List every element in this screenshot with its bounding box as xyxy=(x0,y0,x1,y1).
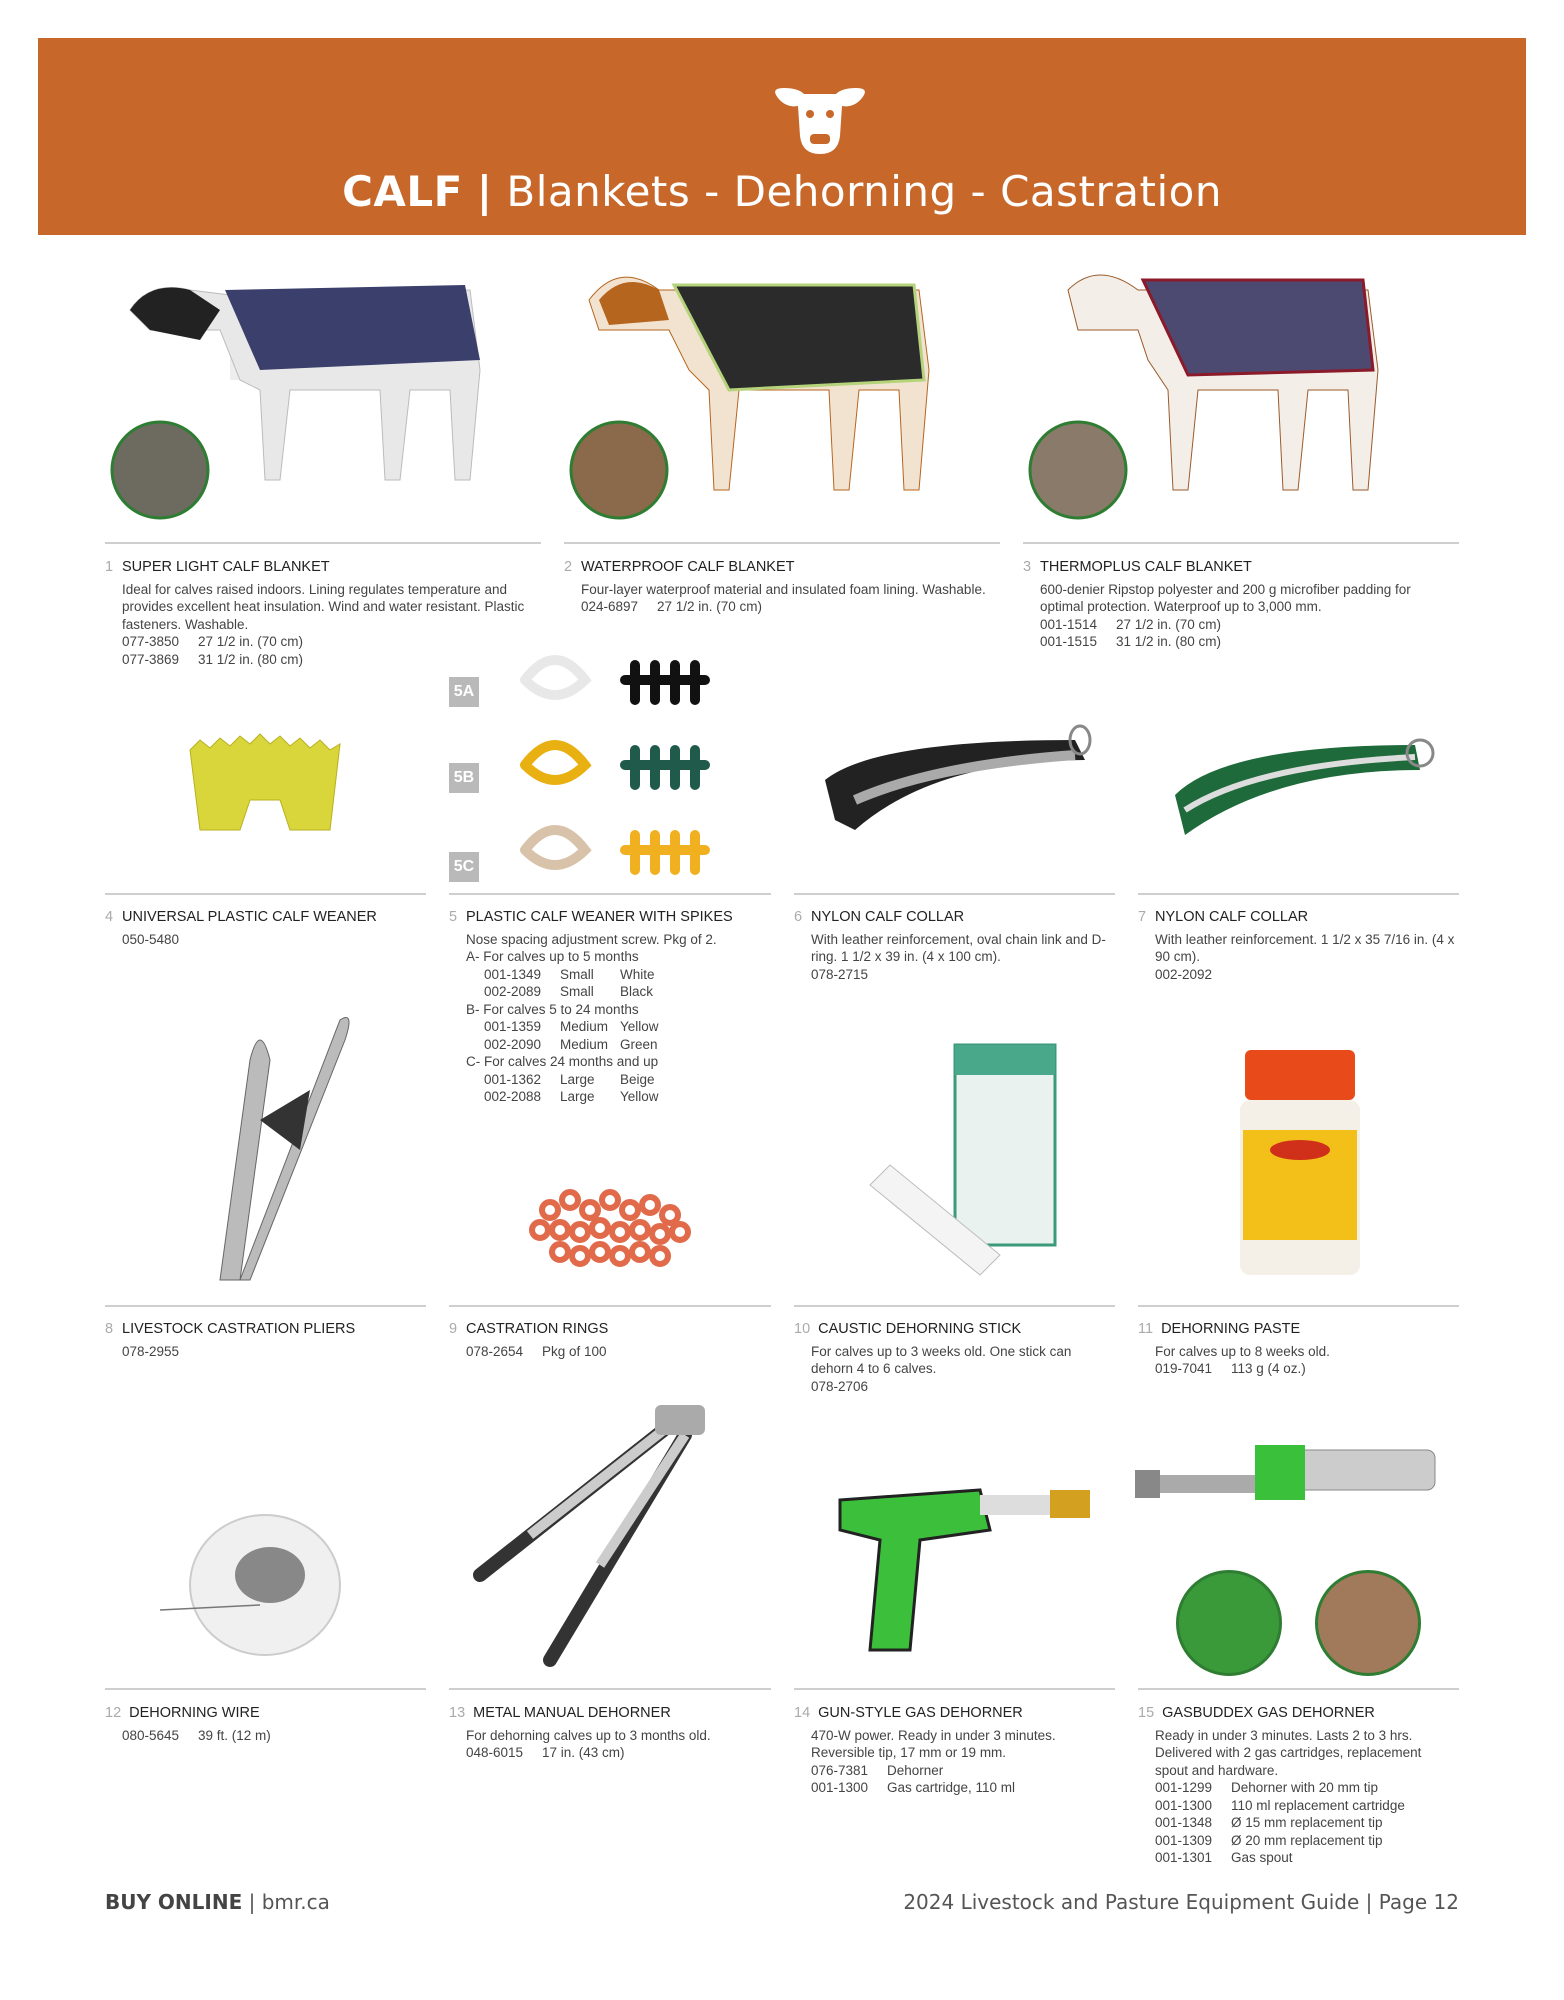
product-item xyxy=(105,1705,425,1744)
sku: 001-1514 xyxy=(1040,616,1098,632)
product-number: 12 xyxy=(105,1705,122,1721)
sku-detail: 39 ft. (12 m) xyxy=(198,1727,271,1743)
sku: 001-1301 xyxy=(1155,1850,1213,1865)
sku: 077-3869 xyxy=(122,651,180,667)
product-description: 078-2715 xyxy=(811,966,869,982)
sku: 080-5645 xyxy=(122,1727,180,1743)
dehorning-wire-image xyxy=(160,1505,350,1665)
cow-head-icon xyxy=(770,80,870,156)
product-heading xyxy=(564,559,994,577)
product-description: B- For calves 5 to 24 months xyxy=(466,1001,639,1017)
product-description: For calves up to 8 weeks old. xyxy=(1155,1343,1330,1359)
sku-detail: 27 1/2 in. (70 cm) xyxy=(198,634,304,649)
nylon-calf-collar-image xyxy=(1165,725,1435,865)
weaner-tag-5c: 5C xyxy=(449,852,479,882)
product-item xyxy=(1138,909,1458,983)
product-number: 2 xyxy=(564,559,573,575)
sku: 001-1309 xyxy=(1155,1832,1213,1848)
product-description: A- For calves up to 5 months xyxy=(466,949,639,964)
product-number: 3 xyxy=(1023,559,1032,575)
gasbuddex-detail-image-1 xyxy=(1176,1570,1282,1676)
sku: 002-2088 xyxy=(484,1089,542,1104)
product-title: METAL MANUAL DEHORNER xyxy=(473,1705,671,1721)
divider xyxy=(105,1688,426,1690)
product-sku-row xyxy=(466,966,769,984)
product-sku-row xyxy=(1155,1360,1458,1378)
product-title: WATERPROOF CALF BLANKET xyxy=(581,559,795,575)
sku-detail: 31 1/2 in. (80 cm) xyxy=(1116,634,1222,649)
sku-detail: Small xyxy=(560,984,594,999)
metal-manual-dehorner-image xyxy=(470,1395,720,1675)
divider xyxy=(105,1305,426,1307)
castration-rings-image xyxy=(520,1170,700,1280)
product-heading xyxy=(794,1321,1114,1339)
sku-detail: Ø 20 mm replacement tip xyxy=(1231,1832,1383,1848)
sku: 078-2654 xyxy=(466,1343,524,1359)
sku: 001-1299 xyxy=(1155,1780,1213,1795)
product-number: 14 xyxy=(794,1705,811,1721)
divider xyxy=(1023,542,1459,544)
divider xyxy=(794,893,1115,895)
sku: 001-1359 xyxy=(484,1019,542,1034)
product-item xyxy=(794,909,1114,983)
gasbuddex-detail-image-2 xyxy=(1315,1570,1421,1676)
sku-detail: Ø 15 mm replacement tip xyxy=(1231,1815,1383,1830)
product-description: With leather reinforcement, oval chain link and D-ring. 1 1/2 x 39 in. (4 x 100 cm). xyxy=(811,931,1106,964)
sku-detail: Pkg of 100 xyxy=(542,1343,607,1359)
product-sku-row xyxy=(1155,1797,1458,1815)
divider xyxy=(1138,1305,1459,1307)
product-heading xyxy=(105,909,425,927)
sku-detail: Dehorner xyxy=(887,1762,944,1778)
product-item xyxy=(105,559,535,668)
sku-detail: Yellow xyxy=(620,1089,659,1104)
sku: 076-7381 xyxy=(811,1762,869,1778)
product-item xyxy=(449,1321,769,1360)
product-title: DEHORNING PASTE xyxy=(1161,1321,1301,1337)
product-title: PLASTIC CALF WEANER WITH SPIKES xyxy=(466,909,733,925)
product-number: 15 xyxy=(1138,1705,1155,1721)
product-heading xyxy=(105,559,535,577)
super-light-calf-blanket-image xyxy=(110,250,530,530)
weaner-tag-5a: 5A xyxy=(449,677,479,707)
castration-pliers-image xyxy=(190,1000,360,1290)
sku-detail: 27 1/2 in. (70 cm) xyxy=(657,599,763,614)
sku-detail: Small xyxy=(560,966,594,982)
product-description: 078-2955 xyxy=(122,1343,180,1359)
product-heading xyxy=(794,909,1114,927)
divider xyxy=(449,893,771,895)
product-sku-row xyxy=(466,1036,769,1054)
product-description: With leather reinforcement. 1 1/2 x 35 7/16 in. (4 x 90 cm). xyxy=(1155,931,1455,964)
product-item xyxy=(105,1321,425,1360)
sku-detail: Dehorner with 20 mm tip xyxy=(1231,1780,1379,1795)
product-description: 050-5480 xyxy=(122,931,180,947)
product-item xyxy=(564,559,994,616)
sku: 077-3850 xyxy=(122,634,180,649)
product-title: NYLON CALF COLLAR xyxy=(1155,909,1309,925)
product-item xyxy=(1023,559,1453,651)
product-title: CAUSTIC DEHORNING STICK xyxy=(818,1321,1022,1337)
sku-detail: Black xyxy=(620,984,654,999)
product-sku-row xyxy=(122,1727,425,1745)
sku-detail: Beige xyxy=(620,1071,655,1087)
sku: 048-6015 xyxy=(466,1745,524,1760)
divider xyxy=(105,893,426,895)
product-description: Ideal for calves raised indoors. Lining regulates temperature and provides excellent heat insulation. Wind and water resistant. Plastic fasteners. Washable. xyxy=(122,581,525,632)
sku: 002-2090 xyxy=(484,1036,542,1052)
nylon-calf-collar-oval-link-image xyxy=(815,720,1095,860)
sku-detail: Green xyxy=(620,1036,658,1052)
product-title: UNIVERSAL PLASTIC CALF WEANER xyxy=(122,909,377,925)
product-sku-row xyxy=(466,1343,769,1361)
sku-detail: Medium xyxy=(560,1019,609,1034)
product-sku-row xyxy=(466,1071,769,1089)
product-description: Nose spacing adjustment screw. Pkg of 2. xyxy=(466,931,717,947)
product-sku-row xyxy=(811,1779,1114,1797)
product-heading xyxy=(449,1705,769,1723)
sku-detail: 31 1/2 in. (80 cm) xyxy=(198,651,304,667)
sku: 001-1300 xyxy=(811,1780,869,1795)
product-title: GASBUDDEX GAS DEHORNER xyxy=(1162,1705,1375,1721)
divider xyxy=(449,1688,771,1690)
sku-detail: 110 ml replacement cartridge xyxy=(1231,1797,1405,1813)
product-sku-row xyxy=(466,983,769,1001)
product-description: Four-layer waterproof material and insulated foam lining. Washable. xyxy=(581,581,986,597)
product-sku-row xyxy=(1040,616,1453,634)
sku: 001-1362 xyxy=(484,1071,542,1087)
sku: 001-1348 xyxy=(1155,1815,1213,1830)
sku-detail: 17 in. (43 cm) xyxy=(542,1745,625,1760)
sku: 019-7041 xyxy=(1155,1361,1213,1376)
footer-guide: 2024 Livestock and Pasture Equipment Guide | Page 12 xyxy=(903,1890,1459,1914)
sku-detail: Medium xyxy=(560,1036,609,1052)
sku-detail: 113 g (4 oz.) xyxy=(1231,1361,1306,1376)
product-sku-row xyxy=(466,1088,769,1106)
sku-detail: Yellow xyxy=(620,1019,659,1034)
product-number: 13 xyxy=(449,1705,466,1721)
product-heading xyxy=(794,1705,1114,1723)
product-title: DEHORNING WIRE xyxy=(129,1705,260,1721)
product-description: 002-2092 xyxy=(1155,966,1213,982)
product-title: THERMOPLUS CALF BLANKET xyxy=(1040,559,1252,575)
divider xyxy=(449,1305,771,1307)
product-title: GUN-STYLE GAS DEHORNER xyxy=(818,1705,1023,1721)
product-heading xyxy=(105,1321,425,1339)
product-sku-row xyxy=(1040,633,1453,651)
sku-detail: Large xyxy=(560,1089,595,1104)
product-sku-row xyxy=(466,1744,769,1762)
footer-buy-online: BUY ONLINE | bmr.ca xyxy=(105,1890,330,1914)
product-sku-row xyxy=(1155,1849,1458,1867)
product-description: Ready in under 3 minutes. Lasts 2 to 3 hrs. Delivered with 2 gas cartridges, replacement spout and hardware. xyxy=(1155,1727,1422,1778)
website-link[interactable]: bmr.ca xyxy=(261,1890,330,1914)
product-sku-row xyxy=(122,651,535,669)
sku-detail: Gas spout xyxy=(1231,1850,1293,1865)
sku-detail: Gas cartridge, 110 ml xyxy=(887,1780,1016,1795)
product-item xyxy=(449,1705,769,1762)
product-number: 8 xyxy=(105,1321,114,1337)
product-number: 7 xyxy=(1138,909,1147,925)
sku-detail: 27 1/2 in. (70 cm) xyxy=(1116,616,1222,632)
product-description: For calves up to 3 weeks old. One stick can dehorn 4 to 6 calves. xyxy=(811,1343,1072,1376)
caustic-dehorning-stick-image xyxy=(850,1035,1070,1285)
product-sku-row xyxy=(122,633,535,651)
sku-detail: White xyxy=(620,966,655,982)
product-item xyxy=(794,1321,1114,1395)
divider xyxy=(105,542,541,544)
product-title: SUPER LIGHT CALF BLANKET xyxy=(122,559,330,575)
page-number: Page 12 xyxy=(1378,1890,1459,1914)
waterproof-calf-blanket-image xyxy=(569,250,989,530)
weaner-tag-5b: 5B xyxy=(449,763,479,793)
product-description: C- For calves 24 months and up xyxy=(466,1054,659,1069)
product-number: 9 xyxy=(449,1321,458,1337)
page-title: CALF | Blankets - Dehorning - Castration xyxy=(342,167,1222,216)
gun-style-gas-dehorner-image xyxy=(830,1450,1100,1660)
product-title: CASTRATION RINGS xyxy=(466,1321,609,1337)
product-number: 1 xyxy=(105,559,114,575)
divider xyxy=(564,542,1000,544)
product-sku-row xyxy=(581,598,994,616)
sku: 001-1300 xyxy=(1155,1797,1213,1813)
product-description: 470-W power. Ready in under 3 minutes. Reversible tip, 17 mm or 19 mm. xyxy=(811,1727,1056,1760)
product-sku-row xyxy=(1155,1814,1458,1832)
sku: 001-1349 xyxy=(484,966,542,982)
product-number: 4 xyxy=(105,909,114,925)
sku: 001-1515 xyxy=(1040,634,1098,649)
product-heading xyxy=(1023,559,1453,577)
product-item xyxy=(449,909,769,1106)
divider xyxy=(794,1688,1115,1690)
section-header-banner xyxy=(38,38,1526,235)
thermoplus-calf-blanket-image xyxy=(1028,250,1448,530)
product-number: 10 xyxy=(794,1321,811,1337)
product-sku-row xyxy=(1155,1832,1458,1850)
product-sku-row xyxy=(466,1018,769,1036)
product-heading xyxy=(1138,909,1458,927)
product-description: For dehorning calves up to 3 months old. xyxy=(466,1727,711,1743)
product-number: 5 xyxy=(449,909,458,925)
product-item xyxy=(1138,1705,1458,1867)
product-item xyxy=(1138,1321,1458,1378)
gasbuddex-dehorner-image xyxy=(1135,1430,1440,1530)
divider xyxy=(1138,1688,1459,1690)
dehorning-paste-image xyxy=(1235,1050,1365,1280)
universal-calf-weaner-image xyxy=(180,720,350,860)
sku: 024-6897 xyxy=(581,599,639,614)
product-title: LIVESTOCK CASTRATION PLIERS xyxy=(122,1321,356,1337)
product-heading xyxy=(105,1705,425,1723)
divider xyxy=(1138,893,1459,895)
spiked-calf-weaners-image xyxy=(505,640,720,890)
product-number: 6 xyxy=(794,909,803,925)
product-heading xyxy=(1138,1321,1458,1339)
product-heading xyxy=(1138,1705,1458,1723)
product-title: NYLON CALF COLLAR xyxy=(811,909,965,925)
product-item xyxy=(105,909,425,948)
sku: 002-2089 xyxy=(484,984,542,999)
product-description: 600-denier Ripstop polyester and 200 g microfiber padding for optimal protection. Waterproof up to 3,000 mm. xyxy=(1040,581,1411,614)
product-number: 11 xyxy=(1138,1321,1154,1337)
product-description: 078-2706 xyxy=(811,1378,869,1394)
product-heading xyxy=(449,909,769,927)
product-sku-row xyxy=(1155,1779,1458,1797)
divider xyxy=(794,1305,1115,1307)
product-sku-row xyxy=(811,1762,1114,1780)
sku-detail: Large xyxy=(560,1071,595,1087)
product-item xyxy=(794,1705,1114,1797)
product-heading xyxy=(449,1321,769,1339)
